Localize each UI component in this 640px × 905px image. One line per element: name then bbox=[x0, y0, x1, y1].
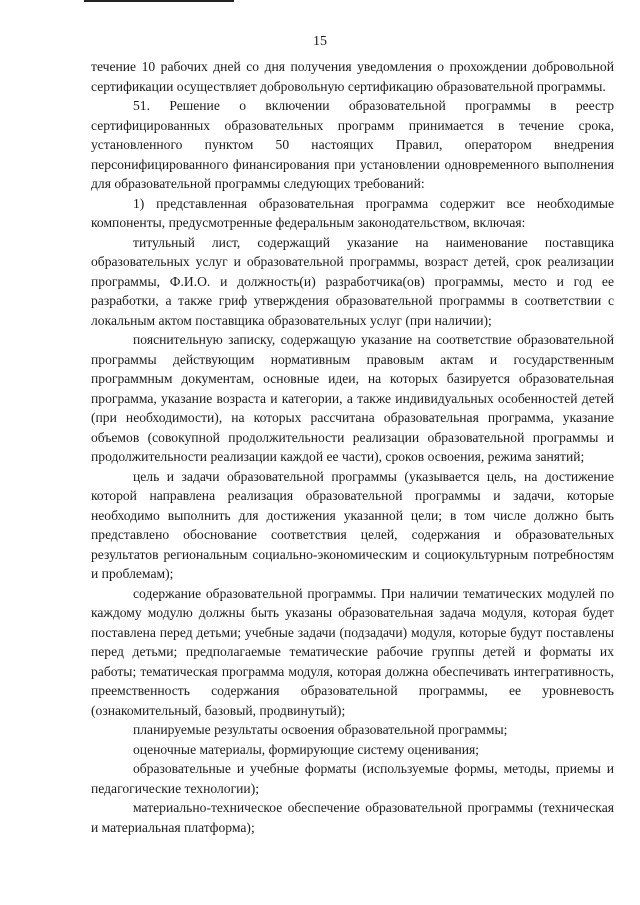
paragraph-continuation: течение 10 рабочих дней со дня получения уведомления о прохождении добровольной сертификации осуществляет добровольную сертификацию образовательной программы. bbox=[91, 59, 614, 94]
paragraph-goals: цель и задачи образовательной программы (указывается цель, на достижение которой направлена реализация образовательной программы и задачи, которые необходимо выполнить для достижения указанной цели; в том числе должно быть представлено обоснование соответствия целей, содержания и образовательных результатов региональным социально-экономическим и социокультурным потребностям и проблемам); bbox=[91, 468, 614, 581]
paragraph-clause-51: 51. Решение о включении образовательной программы в реестр сертифицированных образовательных программ принимается в течение срока, установленного пунктом 50 настоящих Правил, оператором внедрения персонифицированного финансирования при установлении одновременного выполнения для образовательной программы следующих требований: bbox=[91, 98, 614, 191]
paragraph-content: содержание образовательной программы. При наличии тематических модулей по каждому модулю должны быть указаны образовательная задача модуля, которая будет поставлена перед детьми; учебные задачи (подзадачи) модуля, которые будут поставлены перед детьми; предполагаемые тематические рабочие группы детей и форматы их работы; тематическая программа модуля, которая должна обеспечивать интегративность, преемственность содержания образовательной программы, ее уровневость (ознакомительный, базовый, продвинутый); bbox=[91, 585, 614, 718]
paragraph-assessment: оценочные материалы, формирующие систему оценивания; bbox=[133, 741, 480, 757]
paragraph-formats: образовательные и учебные форматы (используемые формы, методы, приемы и педагогические технологии); bbox=[91, 761, 614, 796]
paragraph-material-support: материально-техническое обеспечение образовательной программы (техническая и материальная платформа); bbox=[91, 800, 614, 835]
paragraph-explanatory-note: пояснительную записку, содержащую указание на соответствие образовательной программы действующим нормативным правовым актам и государственным программным документам, основные идеи, на которых базируется образовательная программа, указание возраста и категории, а также индивидуальных особенностей детей (при необходимости), на которых рассчитана образовательная программа, указание объемов (совокупной продолжительности реализации образовательной программы и продолжительности реализации каждой ее части), сроков освоения, режима занятий; bbox=[91, 332, 614, 464]
top-rule bbox=[84, 0, 234, 2]
document-body bbox=[91, 57, 614, 837]
page-number: 15 bbox=[313, 34, 327, 49]
paragraph-results: планируемые результаты освоения образовательной программы; bbox=[133, 722, 508, 737]
paragraph-title-page: титульный лист, содержащий указание на наименование поставщика образовательных услуг и образовательной программы, возраст детей, срок реализации программы, Ф.И.О. и должность(и) разработчика(ов) программы, место и год ее разработки, а также гриф утверждения образовательной программы в соответствии с локальным актом поставщика образовательных услуг (при наличии); bbox=[91, 234, 614, 328]
paragraph-item-1: 1) представленная образовательная программа содержит все необходимые компоненты, предусмотренные федеральным законодательством, включая: bbox=[91, 195, 614, 230]
